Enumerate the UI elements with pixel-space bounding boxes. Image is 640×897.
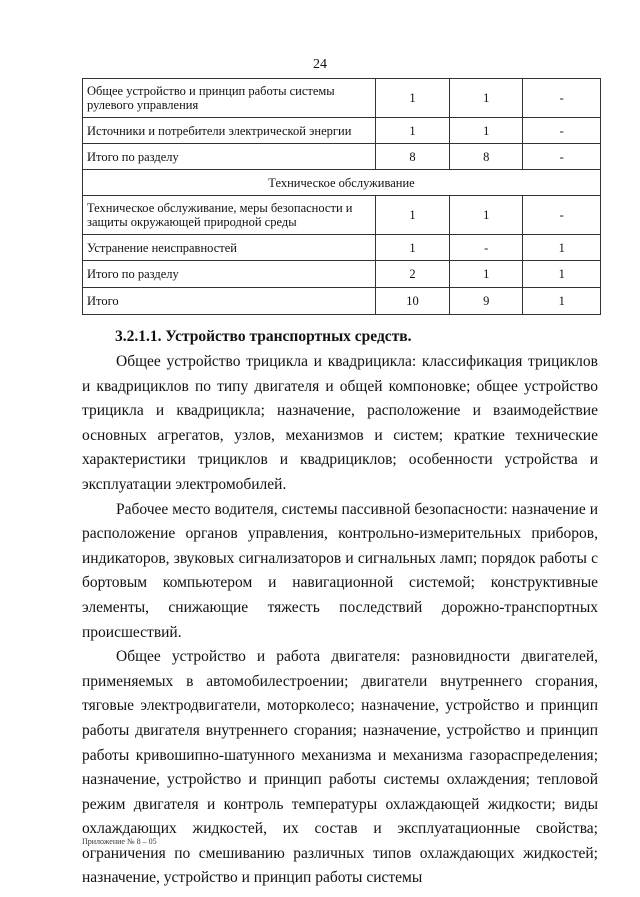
hours-cell: 1 bbox=[449, 261, 523, 288]
topic-cell: Техническое обслуживание, меры безопасности и защиты окружающей природной среды bbox=[83, 196, 376, 235]
hours-cell: - bbox=[449, 235, 523, 261]
table-row bbox=[83, 261, 601, 288]
section-title-cell: Техническое обслуживание bbox=[83, 170, 601, 196]
hours-cell: 1 bbox=[376, 118, 450, 144]
table-section-row bbox=[83, 170, 601, 196]
page-number: 24 bbox=[313, 57, 327, 72]
table-row bbox=[83, 288, 601, 315]
hours-cell: 9 bbox=[449, 288, 523, 315]
table-body bbox=[83, 79, 601, 315]
hours-cell: 10 bbox=[376, 288, 450, 315]
hours-cell: 1 bbox=[376, 235, 450, 261]
hours-cell: - bbox=[523, 79, 601, 118]
table-row bbox=[83, 235, 601, 261]
table-row bbox=[83, 79, 601, 118]
topic-cell: Общее устройство и принцип работы системы рулевого управления bbox=[83, 79, 376, 118]
hours-cell: - bbox=[523, 196, 601, 235]
topic-cell: Итого по разделу bbox=[83, 261, 376, 288]
hours-cell: - bbox=[523, 144, 601, 170]
table-row bbox=[83, 118, 601, 144]
body-text bbox=[82, 350, 598, 891]
paragraph: Общее устройство трицикла и квадрицикла: классификация трициклов и квадрициклов по типу двигателя и общей компоновке; общее устройство трицикла и квадрицикла; назначение, расположение и взаимодействие основных агрегатов, узлов, механизмов и систем; краткие технические характеристики трициклов и квадрициклов; особенности устройства и эксплуатации электромобилей. bbox=[82, 353, 598, 493]
table-row bbox=[83, 144, 601, 170]
table-row bbox=[83, 196, 601, 235]
hours-cell: - bbox=[523, 118, 601, 144]
hours-cell: 1 bbox=[523, 261, 601, 288]
curriculum-table bbox=[82, 78, 601, 315]
section-heading: 3.2.1.1. Устройство транспортных средств. bbox=[115, 328, 412, 345]
paragraph: Общее устройство и работа двигателя: разновидности двигателей, применяемых в автомобилестроении; двигатели внутреннего сгорания, тяговые электродвигатели, моторколесо; назначение, устройство и принцип работы двигателя внутреннего сгорания; назначение, устройство и принцип работы кривошипно-шатунного механизма и механизма газораспределения; назначение, устройство и принцип работы системы охлаждения; тепловой режим двигателя и контроль температуры охлаждающей жидкости; виды охлаждающих жидкостей, их состав и эксплуатационные свойства; ограничения по смешиванию различных типов охлаждающих жидкостей; назначение, устройство и принцип работы системы bbox=[82, 648, 598, 887]
footer-note: Приложение № 8 – 05 bbox=[82, 837, 157, 846]
hours-cell: 8 bbox=[376, 144, 450, 170]
hours-cell: 1 bbox=[523, 235, 601, 261]
topic-cell: Устранение неисправностей bbox=[83, 235, 376, 261]
hours-cell: 1 bbox=[449, 196, 523, 235]
hours-cell: 8 bbox=[449, 144, 523, 170]
hours-cell: 1 bbox=[449, 79, 523, 118]
hours-cell: 1 bbox=[449, 118, 523, 144]
topic-cell: Итого bbox=[83, 288, 376, 315]
hours-cell: 2 bbox=[376, 261, 450, 288]
hours-cell: 1 bbox=[523, 288, 601, 315]
topic-cell: Источники и потребители электрической энергии bbox=[83, 118, 376, 144]
hours-cell: 1 bbox=[376, 79, 450, 118]
paragraph: Рабочее место водителя, системы пассивной безопасности: назначение и расположение органов управления, контрольно-измерительных приборов, индикаторов, звуковых сигнализаторов и сигнальных ламп; порядок работы с бортовым компьютером и навигационной системой; конструктивные элементы, снижающие тяжесть последствий дорожно-транспортных происшествий. bbox=[82, 500, 598, 641]
hours-cell: 1 bbox=[376, 196, 450, 235]
topic-cell: Итого по разделу bbox=[83, 144, 376, 170]
